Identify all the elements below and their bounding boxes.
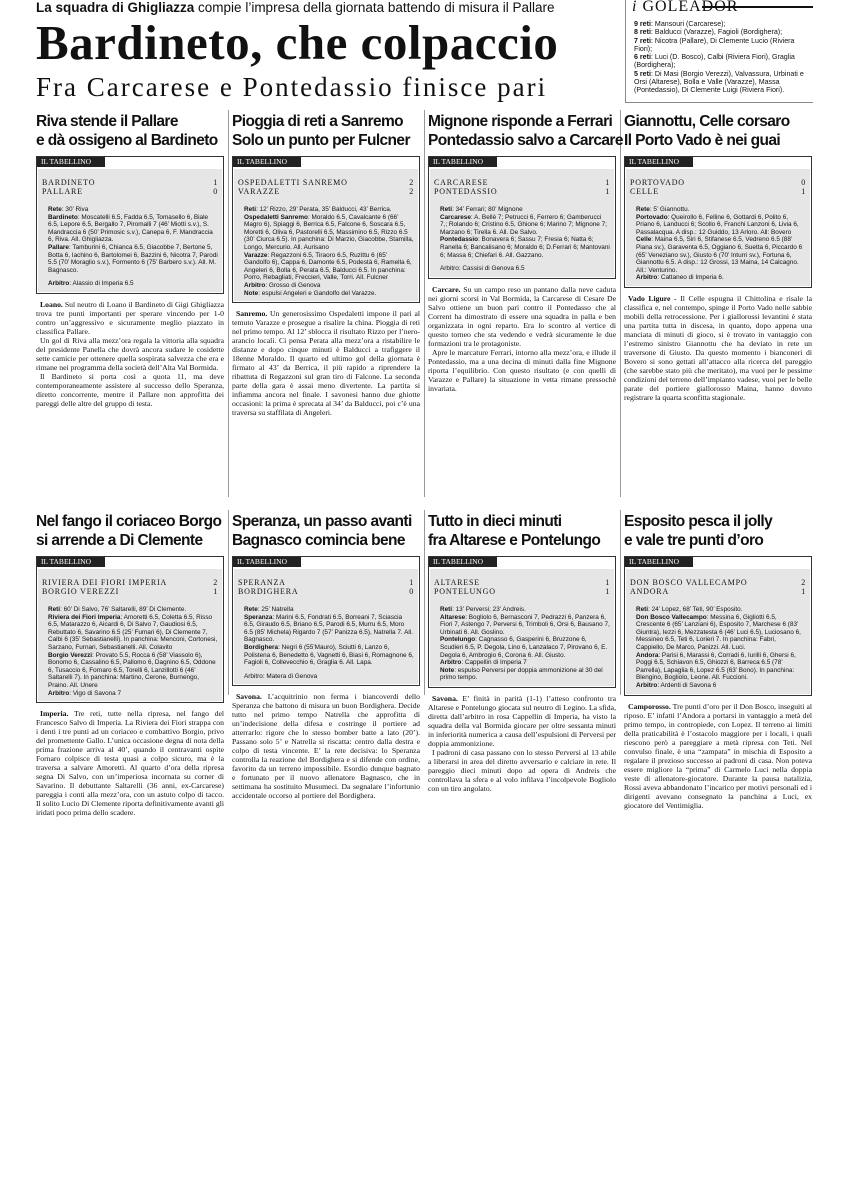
- match-details: [630, 206, 806, 282]
- tabellino-label: IL TABELLINO: [233, 157, 301, 167]
- detail-line: [48, 206, 218, 214]
- team-name: DON BOSCO VALLECAMPO: [630, 578, 748, 587]
- article-body: [232, 692, 420, 800]
- article-title-line: Nel fango il coriaceo Borgo: [36, 513, 222, 530]
- detail-line-label: Note: [244, 289, 259, 297]
- article-paragraph-text: I padroni di casa passano con lo stesso Perversi al 13 abile a liberarsi in area del diretto avversario e calciare in rete. Il pareggio dieci minuti dopo ad opera di Andreis che controllava la sfera e al volo infilava l’incolpevole Bogliolo con un tiro angolato.: [428, 747, 616, 793]
- tabellino-label: IL TABELLINO: [625, 557, 693, 567]
- detail-line: [636, 606, 806, 614]
- page-headline: Bardineto, che colpaccio: [36, 15, 559, 70]
- team-score: 1: [409, 578, 414, 587]
- match-details: [434, 606, 610, 682]
- team-score: 2: [801, 578, 806, 587]
- detail-line: [636, 652, 806, 682]
- team-names: [42, 178, 95, 196]
- article-paragraph: [36, 372, 224, 408]
- detail-line-text: : espulsi Angeleri e Gandolfo del Varazze.: [258, 289, 377, 297]
- article-title-line: Bagnasco comincia bene: [232, 532, 405, 549]
- tabellino-label: IL TABELLINO: [429, 557, 497, 567]
- detail-line-text: : Alassio di Imperia 6.5: [69, 280, 134, 288]
- goleador-list: [626, 14, 813, 95]
- detail-line-label: Ospedaletti Sanremo: [244, 213, 308, 221]
- article-paragraph-text: Sul neutro di Loano il Bardineto di Gigi Ghigliazza trova tre punti importanti per sperare vincendo per 1-0 contro un’aggressivo e sicuramente meglio piazzato in classifica Pallare.: [36, 299, 224, 336]
- goleador-line: [634, 28, 810, 36]
- tabellino-content: [626, 169, 810, 286]
- article-paragraph: [428, 285, 616, 348]
- detail-line-label: Arbitro: [636, 681, 658, 689]
- detail-line-label: Reti: [48, 606, 61, 613]
- article-paragraph-label: Sanremo.: [236, 309, 268, 319]
- article-paragraph-label: Savona.: [236, 692, 262, 702]
- team-name: OSPEDALETTI SANREMO: [238, 178, 348, 187]
- team-name: CARCARESE: [434, 178, 489, 187]
- tabellino-box: [624, 556, 812, 696]
- article: [36, 512, 224, 817]
- detail-line: [636, 274, 806, 282]
- article-title: [36, 112, 224, 150]
- team-name: BARDINETO: [42, 178, 96, 187]
- detail-line-text: : Moraldo 6.5, Cavalcante 6 (66’ Magro 6), Spiaggi 6, Berrica 6.5, Falcone 6, Soscara 6.5, Moretti 6, Oliva 6, Pastorelli 6.5, Massimino 6.5, Rizzo 6.5 (30’ Ciurca 6.5). In panchina: Di Marzio, Giacobbe, Stamilla, Longo, Mercurio. All. Aurisano: [244, 213, 414, 251]
- team-scores: [801, 578, 806, 596]
- goleador-line-label: 7 reti: [634, 36, 651, 45]
- article-paragraph-label: Carcare.: [432, 284, 461, 294]
- goleador-line: [634, 37, 810, 54]
- tabellino-label: IL TABELLINO: [625, 157, 693, 167]
- article-paragraph-label: Savona.: [432, 693, 458, 703]
- article-paragraph-text: Un generosissimo Ospedaletti impone il pari al temuto Varazze e prosegue a risalire la china. Pioggia di reti nel primo tempo. Al 12’ sblocca il risultato Rizzo per l’nero-arancio locali. Ci pensa Perata alla mezz’ora a ristabilire le distanze e dopo cinque minuti è Balducci a trafiggere il 18enne Moraldo. Il quarto ed ultimo gol della giornata è firmato al 43’ da Berrica, il più rapido a riprendere la ribattuta di Regazzoni sul gran tiro di Falcone. La seconda parte della gara è assai meno divertente. La partita si infiamma ancora nel finale. I savonesi hanno due ghiotte occasioni: la prima è sprecata al 34’ da Balducci, poi c’è una traversa su staffilata di Angeleri.: [232, 309, 420, 418]
- team-score: 1: [801, 187, 806, 196]
- match-details: [42, 206, 218, 288]
- detail-line-text: : 12’ Rizzo, 29’ Perata, 35’ Balducci, 43’ Berrica.: [256, 206, 392, 213]
- match-details: [434, 206, 610, 273]
- article-title-line: Giannottu, Celle corsaro: [624, 113, 790, 130]
- article: [232, 512, 420, 800]
- tabellino-content: [38, 169, 222, 292]
- tabellino-label: IL TABELLINO: [37, 557, 105, 567]
- article-body: [624, 702, 812, 810]
- team-scores: [409, 578, 414, 596]
- detail-line-label: Pontelungo: [440, 636, 476, 644]
- team-scores: [801, 178, 806, 196]
- detail-line: [244, 290, 414, 298]
- detail-line: [244, 606, 414, 614]
- article-paragraph-text: Un gol di Riva alla mezz’ora regala la vittoria alla squadra del presidente Panella che dovrà ancora sudare le cosidette sette camicie per ottenere quella sospirata salvezza che era e rimane nei programma della società dell’Alta Val Bormida.: [36, 335, 224, 372]
- team-score: 0: [801, 178, 806, 187]
- article-paragraph: [428, 748, 616, 793]
- team-scores: [409, 178, 414, 196]
- detail-line-text: Arbitro: Cassisi di Genova 6.5: [440, 265, 525, 273]
- detail-line-label: Arbitro: [244, 281, 266, 289]
- detail-line-label: Rete: [636, 206, 650, 213]
- team-scores: [213, 578, 218, 596]
- team-names: [434, 178, 497, 196]
- article-paragraph-text: E’ finità in parità (1-1) l’atteso confronto tra Altarese e Pontelungo giocata sul neutro di Legino. La sfida, diretta dall’arbitro in rosa Cappellin di Imperia, ha visto la squadra della val Bormida giocare per oltre sessanta minuti in inferiorità numerica a causa dell’espulsioni di Perversi per doppia ammonizione.: [428, 693, 616, 748]
- detail-line-text: : Marini 6.5, Fondrati 6.5, Borreani 7, Sciascia 6.5, Giraudo 6.5, Briano 6.5, Parodi 6.5, Murru 6.5, Moro 6.5 (85’ Michela) Rigardo 7 (57’ Panizza 6.5), Natrella 7. All. Bagnasco.: [244, 613, 413, 644]
- article-title: [624, 112, 812, 150]
- goleador-line-text: : Di Masi (Borgio Verezzi), Valvassura, Urbinati e Orsi (Altarese), Bolla e Valle (Varazze), Massa (Pontedassio), Di Clemente Luigi (Riviera Fiori).: [634, 69, 804, 95]
- tabellino-box: [232, 156, 420, 303]
- match-details: [238, 606, 414, 680]
- article-title-line: fra Altarese e Pontelungo: [428, 532, 601, 549]
- article-body: [624, 294, 812, 402]
- article-title-line: Speranza, un passo avanti: [232, 513, 412, 530]
- column-divider: [620, 110, 621, 497]
- detail-line: [636, 236, 806, 274]
- detail-line-text: : Bonavera 6; Sassu 7; Fresia 6; Natta 6; Ranella 6; Bancalisano 6; Moraldo 6; D.Ferrari 6; Mantovani 6; Massa 6; Chiefari 6. All. Gazzano.: [440, 236, 610, 259]
- detail-line: [244, 214, 414, 252]
- detail-line-text: : Parisi 6, Marassi 6, Corradi 6, Iurilli 6, Ghersi 6, Poggi 6.5, Schiavon 6.5, Ghiozzi 6, Barreca 6.5 (78’ Parrella), Lapaglia 6, Lopez 6.5 (63’ Bono). In panchina: Blengino, Bogliolo, Leone. All. Fuccioni.: [636, 651, 796, 682]
- article-paragraph: [624, 702, 812, 810]
- detail-line-label: Celle: [636, 236, 652, 244]
- article-title-line: si arrende a Di Clemente: [36, 532, 203, 549]
- tabellino-content: [430, 169, 614, 277]
- article: [624, 112, 812, 402]
- goleador-line-label: 6 reti: [634, 53, 651, 62]
- detail-line-text: : 25’ Natrella: [257, 606, 294, 613]
- article-paragraph-text: Tre reti, tutte nella ripresa, nel fango del Francesco Salvo di Imperia. La Riviera dei Fiori strappa con i denti i tre punti ad un coriaceo e combattivo Borgio, privo del promettente Gallo. L’unica occasione degna di nota della prima frazione arriva al 40’, quando il centravanti ospite Fornaro colpisce di testa quasi a colpo sicuro, ma è la traversa a salvare Amoretti. Al quarto d’ora della ripresa segna Di Salvo, con un’imperiosa incornata su corner di Savarino. Il debuttante Saltarelli (36 anni, ex-Carcarese) pareggia i conti alla mezz’ora, con un astuto colpo di tacco. Il solito Lucio Di Clemente riporta definitivamente avanti gli iridati poco prima dello scadere.: [36, 709, 224, 818]
- tabellino-box: [232, 556, 420, 686]
- column-divider: [424, 110, 425, 497]
- article-paragraph-text: Tre punti d’oro per il Don Bosco, inseguiti al riposo. E’ infatti l’Andora a portarsi in vantaggio a metà del primo tempo, in contropiede, con Lopez. Il terreno ai limiti della praticabilità è l’ostacolo maggiore per i locali, i quali riescono però a pareggiare a metà ripresa con Teti. Nel convulso finale, è una “zampata” in mischia di Esposito a regalare il prezioso successo ai padroni di casa. Non poteva essere migliore la “prima” di Carmelo Luci nella doppia veste di allenatore-giocatore. Durante la pausa natalizia, Rossi aveva abbandonato l’incarico per motivi personali ed i dirigenti avevano consegnato la panchina a Luci, ex giocatore del Ventimiglia.: [624, 701, 812, 810]
- article-paragraph: [428, 694, 616, 748]
- tabellino-content: [430, 569, 614, 686]
- detail-line-label: Borgio Verezzi: [48, 651, 93, 659]
- article-title: [36, 512, 224, 550]
- team-score: 1: [605, 178, 610, 187]
- detail-line: [440, 659, 610, 667]
- column-divider: [228, 510, 229, 695]
- article-paragraph-label: Loano.: [40, 299, 63, 309]
- detail-line: [48, 690, 218, 698]
- detail-line-text: : Tamburini 6, Chianca 6.5, Giacobbe 7, Bertone 5, Botta 6, Iachino 6, Bartolomei 6, Bazzini 6, Nicotra 7, Parodi 5.5 (70’ Moraglio s.v.), Formento 6 (75’ Barbero s.v.). All. M. Bagnasco.: [48, 243, 218, 274]
- goleador-line: [634, 20, 810, 28]
- article-paragraph-label: Camporosso.: [628, 701, 671, 711]
- team-score: 1: [801, 587, 806, 596]
- team-name: PORTOVADO: [630, 178, 685, 187]
- detail-line: [244, 644, 414, 667]
- goleador-line-text: : Balducci (Varazze), Fagioli (Bordighera);: [650, 28, 783, 37]
- article-title-line: Riva stende il Pallare: [36, 113, 178, 130]
- article-paragraph: [428, 348, 616, 393]
- detail-line: [440, 667, 610, 682]
- team-name: RIVIERA DEI FIORI IMPERIA: [42, 578, 168, 587]
- tabellino-box: [624, 156, 812, 288]
- article-paragraph: [36, 300, 224, 336]
- tabellino-label: IL TABELLINO: [429, 157, 497, 167]
- tabellino-content: [234, 569, 418, 684]
- detail-line-text: : 34’ Ferrari; 80’ Mignone: [452, 206, 523, 213]
- article-title: [232, 112, 420, 150]
- detail-line-text: : Negri 6 (55’Mauro), Sciutti 6, Lanzo 6, Polistena 6, Benedetto 6, Vagnetti 6, Biasi 6, Romagnone 6, Fagioli 6, Collevecchio 6, Graglia 6. All. Lapa.: [244, 643, 414, 667]
- detail-line-label: Portovado: [636, 213, 668, 221]
- match-result: [238, 572, 414, 606]
- detail-line: [440, 265, 610, 273]
- detail-line-label: Bardineto: [48, 213, 78, 221]
- detail-line-label: Arbitro: [48, 689, 70, 697]
- article-title-line: Tutto in dieci minuti: [428, 513, 562, 530]
- team-scores: [605, 178, 610, 196]
- team-name: VARAZZE: [238, 187, 280, 196]
- detail-line-label: Varazze: [244, 251, 268, 259]
- team-name: ALTARESE: [434, 578, 480, 587]
- match-result: [42, 172, 218, 206]
- article-title: [232, 512, 420, 550]
- team-names: [434, 578, 496, 596]
- team-name: ANDORA: [630, 587, 670, 596]
- team-score: 2: [409, 187, 414, 196]
- match-result: [238, 172, 414, 206]
- match-result: [630, 572, 806, 606]
- detail-line-text: : Grosso di Genova: [265, 281, 321, 289]
- match-result: [434, 572, 610, 606]
- detail-line: [48, 214, 218, 244]
- article-title: [428, 112, 623, 150]
- tabellino-label: IL TABELLINO: [233, 557, 301, 567]
- article-title-line: e dà ossigeno al Bardineto: [36, 132, 218, 149]
- tabellino-box: [36, 556, 224, 703]
- detail-line: [48, 280, 218, 288]
- article-paragraph-text: L’acquitrinio non ferma i biancoverdi dello Speranza che battono di misura un buon Bordighera. Decide tutto nel primo tempo Natrella che approfitta di un’indecisione della difesa e costringe il portiere ad atterrarlo: rigore che lo stesso bomber batte a lato (20’). Passano solo 5’ e Natrella si riscatta: centro dalla destra e colpo di testa vincente. E’ la rete decisiva: lo Speranza controlla la reazione del Bordighera e si difende con ordine, favorito da un terreno impossibile. Esordio dunque bagnato e fortunato per il nuovo allenatore Bagnasco, che in settimana ha sostituito Musumeci. Da segnalare l’infortunio accidentale occorso al portiere del Bordighera.: [232, 692, 420, 801]
- detail-line-text: : Messina 6, Gigliotti 6.5, Crescente 6 (65’ Lanziani 6), Esposito 7, Marchese 6 (83’ Giuntra), Iezzi 6, Mezzatesta 6 (46’ Luci 6.5), Luciosano 6, Messineo 6.5, Teti 6, Lorieri 7. In panchina: Fabri, Cappiello, De Marco, Panizzi. All. Luci.: [636, 613, 801, 651]
- detail-line-label: Arbitro: [636, 274, 658, 282]
- detail-line: [440, 606, 610, 614]
- detail-line-text: : espulso Perversi per doppia ammonizione al 30 del primo tempo.: [440, 666, 603, 682]
- article-paragraph-text: Apre le marcature Ferrari, intorno alla mezz’ora, e illude il Pontedassio, ma a una decina di minuti dalla fine Mignone riporta l’equilibrio. Con questo risultato (e con quelli di Varazze e Pallare) la situazione in vetta rimane pressochè invariata.: [428, 347, 616, 393]
- detail-line-text: : Queirollo 6, Felline 6, Gottardi 6, Polito 6, Priano 6, Landucci 6; Scollo 6, Franchi Lanzoni 6, Livia 6, Passalacqua. A disp.: 12 Guiddo, 13 Arloro. All: Bovero: [636, 213, 799, 236]
- detail-line: [636, 614, 806, 652]
- detail-line-text: : Cappellin di Imperia 7: [461, 659, 527, 667]
- match-details: [238, 206, 414, 297]
- team-score: 1: [605, 578, 610, 587]
- article-title-line: e vale tre punti d’oro: [624, 532, 764, 549]
- tabellino-content: [626, 569, 810, 694]
- detail-line: [48, 244, 218, 274]
- kicker-bold: La squadra di Ghigliazza: [36, 0, 195, 15]
- article: [624, 512, 812, 810]
- article-body: [232, 309, 420, 417]
- detail-line: [48, 652, 218, 690]
- article: [428, 112, 623, 393]
- detail-line: [244, 206, 414, 214]
- detail-line-text: : Ardenti di Savona 6: [657, 681, 717, 689]
- detail-line: [440, 214, 610, 237]
- detail-line: [636, 214, 806, 237]
- detail-line: [244, 282, 414, 290]
- goleador-title-i: i: [632, 0, 638, 15]
- article-paragraph-text: Il Bardineto si porta così a quota 11, ma deve contemporaneamente assistere al successo dello Speranza, diretto concorrente, mentre il Pallare non approfitta dei pareggi delle altre del gruppo di testa.: [36, 371, 224, 408]
- tabellino-box: [428, 556, 616, 688]
- team-name: BORDIGHERA: [238, 587, 299, 596]
- article-paragraph: [36, 709, 224, 817]
- detail-line: [440, 614, 610, 637]
- detail-line: [48, 614, 218, 652]
- goleador-line-label: 5 reti: [634, 69, 651, 78]
- detail-line-text: : Vigo di Savona 7: [69, 689, 122, 697]
- goleador-box: [625, 0, 813, 103]
- detail-line-text: : Amoretti 6.5, Coletta 6.5, Risso 6.5, Matarazzo 6, Aicardi 6, Di Salvo 7, Gaudiosi 6.5, Rebuttato 6, Savarino 6.5 (25’ Fumari 6), Di Clemente 7, Calbi 6 (35’ Sebastianelli). In panchina: Menconi, Cortonesi, Sarzano, Furnari, Sebastianelli. All. Colavito: [48, 613, 218, 651]
- tabellino-box: [428, 156, 616, 279]
- detail-line-label: Riviera dei Fiori Imperia: [48, 613, 121, 621]
- team-score: 1: [213, 587, 218, 596]
- detail-line-text: : Moscatelli 6.5, Fadda 6.5, Tomasello 6, Biale 6.5, Lepore 6.5, Bergallo 7, Piromalli 7 (46’ Miotti s.v.), S. Mandraccia 6 (50’ Primosic s.v.), Canepa 6, F. Mandraccia 6, Riva. All. Ghigliazza.: [48, 213, 213, 244]
- detail-line-label: Carcarese: [440, 213, 471, 221]
- team-score: 1: [605, 187, 610, 196]
- goleador-line: [634, 70, 810, 95]
- detail-line-text: : 13’ Perversi; 23’ Andreis.: [452, 606, 526, 613]
- article-paragraph-text: Su un campo reso un pantano dalla neve caduta nei giorni scorsi in Val Bormida, la Carcarese di Cesare De Salvo ottiene un buon pari contro il Pontedasso che al Corrent ha dimostrato di essere una squadra in palla e ben organizzata in ogni reparto. Era lo scontro al vertice di questo torneo che sta vedendo e vedrà sicuramente le due formazioni tra le protagoniste.: [428, 284, 616, 348]
- team-names: [42, 578, 167, 596]
- article: [428, 512, 616, 793]
- match-details: [630, 606, 806, 690]
- match-result: [434, 172, 610, 206]
- article-body: [36, 709, 224, 817]
- detail-line-text: : Maina 6.5, Siri 6, Stifanese 6.5, Vedreno 6.5 (88’ Piana sv.), Garaventa 6.5, Oggiano 6, Suetta 6, Piccardo 6 (65’ Veneziano sv.), Giusto 6 (70’ Inturri sv.), Fortuna 6, Giannottu 6.5. A disp.: 12 Grossi, 13 Maina, 14 Calcagno. All.: Venturino.: [636, 236, 803, 274]
- detail-line-text: : A. Bellè 7; Petrucci 6, Ferrero 6; Gamberucci 7,; Rolando 6; Cristino 6.5, Ghione 6; Marino 7; Mignone 7; Marzano 6; Tirella 6. All. De Salvo.: [440, 213, 607, 236]
- column-divider: [424, 510, 425, 695]
- team-name: PONTELUNGO: [434, 587, 496, 596]
- team-names: [630, 578, 748, 596]
- tabellino-box: [36, 156, 224, 294]
- article-body: [428, 694, 616, 793]
- detail-line: [244, 252, 414, 282]
- tabellino-content: [38, 569, 222, 701]
- detail-line-text: : 30’ Riva: [61, 206, 89, 213]
- detail-line-text: Arbitro: Matera di Genova: [244, 672, 318, 680]
- detail-line-text: : Bogliolo 6, Bernasconi 7, Pedrazzi 6, Panzera 6, Fiori 7, Astengo 7, Perversi 6, Trimboli 6, Orsi 6, Bausano 7, Urbinati 6. All. Goslino.: [440, 613, 610, 636]
- goleador-line: [634, 53, 810, 70]
- team-name: PONTEDASSIO: [434, 187, 498, 196]
- detail-line-label: Reti: [440, 606, 453, 613]
- detail-line-label: Pallare: [48, 243, 69, 251]
- team-names: [630, 178, 685, 196]
- article-body: [36, 300, 224, 408]
- article-title: [624, 512, 812, 550]
- detail-line: [636, 682, 806, 690]
- tabellino-label: IL TABELLINO: [37, 157, 105, 167]
- detail-line-label: Speranza: [244, 613, 273, 621]
- detail-line-label: Andora: [636, 651, 659, 659]
- article-title-line: Mignone risponde a Ferrari: [428, 113, 613, 130]
- detail-line: [48, 606, 218, 614]
- detail-line-text: : Cattaneo di Imperia 6.: [657, 274, 724, 282]
- team-score: 1: [213, 178, 218, 187]
- team-names: [238, 178, 348, 196]
- goleador-line-text: : Mansouri (Carcarese);: [650, 20, 726, 28]
- tabellino-content: [234, 169, 418, 301]
- article-paragraph: [232, 692, 420, 800]
- column-divider: [228, 110, 229, 497]
- article: [232, 112, 420, 417]
- team-score: 0: [213, 187, 218, 196]
- match-result: [42, 572, 218, 606]
- kicker-rest: compie l’impresa della giornata battendo di misura il Pallare: [194, 0, 555, 15]
- detail-line-label: Bordighera: [244, 643, 279, 651]
- team-name: CELLE: [630, 187, 659, 196]
- article-paragraph: [36, 336, 224, 372]
- detail-line: [244, 673, 414, 681]
- detail-line-label: Rete: [244, 606, 258, 613]
- column-divider: [620, 510, 621, 695]
- article-title: [428, 512, 616, 550]
- article: [36, 112, 224, 408]
- detail-line: [440, 206, 610, 214]
- article-paragraph-label: Vado Ligure -: [628, 293, 677, 303]
- article-title-line: Esposito pesca il jolly: [624, 513, 773, 530]
- goleador-rule: [702, 6, 813, 8]
- team-score: 2: [213, 578, 218, 587]
- team-score: 0: [409, 587, 414, 596]
- team-score: 1: [605, 587, 610, 596]
- detail-line-label: Rete: [48, 206, 62, 213]
- detail-line-label: Arbitro: [440, 659, 462, 667]
- goleador-line-text: : Luci (D. Bosco), Calbi (Riviera Fiori), Graglia (Bordighera);: [634, 53, 795, 70]
- article-paragraph: [624, 294, 812, 402]
- detail-line-label: Reti: [636, 606, 649, 613]
- detail-line-text: : Regazzoni 6.5, Tiraoro 6.5, Ruzittu 6 (65’ Gandolfo 6), Cappa 6, Damonte 6.5, Podestà 6, Ramella 6, Angeleri 6, Bolla 6, Perata 6.5, Balducci 6.5. In panchina: Porro, Rebagliati, Freccieri, Valle, Torri. All. Fulcner: [244, 251, 412, 282]
- detail-line-text: : Cagnasso 6, Gasperini 6, Bruzzone 6, Scudieri 6.5, P. Degola, Lino 6, Lanzalaco 7, Pirovano 6, E. Degola 6, Ambrogio 6, Corona 6. All. Giusto.: [440, 636, 608, 659]
- article-title-line: Il Porto Vado è nei guai: [624, 132, 781, 149]
- detail-line-label: Note: [440, 666, 455, 674]
- detail-line: [440, 636, 610, 659]
- detail-line: [244, 614, 414, 644]
- detail-line-text: : 24’ Lopez, 68’ Teti, 90’ Esposito.: [648, 606, 743, 613]
- detail-line-label: Arbitro: [48, 280, 70, 288]
- detail-line-text: : Provato 5.5, Rocca 6 (58’ Viassolo 6), Bonomo 6, Cassalino 6.5, Pallomo 6, Dagnino 6.5, Oddone 6, Tusaccio 6, Fornaro 6.5, Torelli 6, Lanzillotti 6 (46’ Saltarelli 7). In panchina: Martino, Cerone, Burnengo, Praino. All. Unere: [48, 651, 216, 689]
- goleador-line-text: : Nicotra (Pallare), Di Clemente Lucio (Riviera Fiori);: [634, 36, 795, 53]
- kicker: [36, 0, 554, 16]
- team-name: BORGIO VEREZZI: [42, 587, 120, 596]
- team-score: 2: [409, 178, 414, 187]
- article-title-line: Pioggia di reti a Sanremo: [232, 113, 404, 130]
- goleador-title-text: GOLEADOR: [637, 0, 739, 15]
- detail-line-text: : 5’ Giannottu.: [649, 206, 690, 213]
- goleador-line-label: 8 reti: [634, 28, 651, 37]
- detail-line-label: Pontedassio: [440, 236, 478, 244]
- article-body: [428, 285, 616, 393]
- team-scores: [605, 578, 610, 596]
- page-subhead: Fra Carcarese e Pontedassio finisce pari: [36, 72, 548, 102]
- detail-line: [636, 206, 806, 214]
- detail-line: [440, 236, 610, 259]
- match-details: [42, 606, 218, 697]
- team-names: [238, 578, 298, 596]
- match-result: [630, 172, 806, 206]
- detail-line-label: Altarese: [440, 613, 466, 621]
- detail-line-label: Reti: [244, 206, 257, 213]
- team-scores: [213, 178, 218, 196]
- detail-line-label: Reti: [440, 206, 453, 213]
- detail-line-label: Don Bosco Vallecampo: [636, 613, 707, 621]
- goleador-line-label: 9 reti: [634, 20, 651, 28]
- article-paragraph-text: Il Celle espugna il Chittolina e risale la classifica e, nel contempo, spinge il Porto Vado nelle sabbie mobili della retrocessione. Per i giallorossi levantini è stata una partita tutta in discesa, in quanto, dopo appena una manciata di minuti di gioco, si è trovato in vantaggio con l’estremo sinistro Giannottu che ha deviato in rete un traversone di Giusto. Da questo momento i bianconeri di Bovero si sono gettati all’attacco alla ricerca del pareggio (che sarebbe stato più che meritato), ma vuoi per le pessime condizioni del terreno dell’impianto vadese, vuoi per le belle parate del portiere giallorosso Maina, hanno dovuto registrare la quarta sconfitta stagionale.: [624, 293, 812, 402]
- team-name: PALLARE: [42, 187, 83, 196]
- article-paragraph: [232, 309, 420, 417]
- article-title-line: Pontedassio salvo a Carcare: [428, 132, 623, 149]
- team-name: SPERANZA: [238, 578, 286, 587]
- detail-line-text: : 60’ Di Salvo, 76’ Saltarelli, 89’ Di Clemente.: [60, 606, 187, 613]
- article-paragraph-label: Imperia.: [40, 709, 69, 719]
- article-title-line: Solo un punto per Fulcner: [232, 132, 410, 149]
